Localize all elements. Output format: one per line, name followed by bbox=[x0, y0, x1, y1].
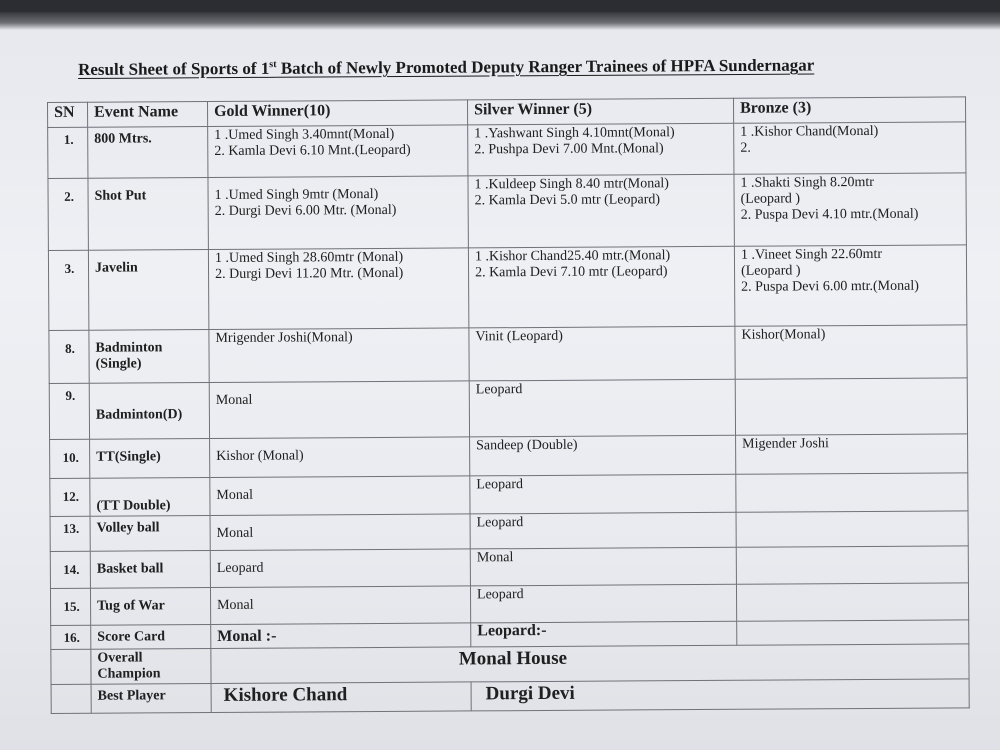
best-player-row bbox=[51, 679, 969, 713]
row-silver: 1 .Kishor Chand25.40 mtr.(Monal) 2. Kamla Devi 7.10 mtr (Leopard) bbox=[468, 246, 734, 328]
row-event: 800 Mtrs. bbox=[88, 126, 208, 178]
row-sn: 9. bbox=[49, 384, 89, 440]
row-silver: Monal bbox=[470, 547, 736, 586]
row-event: TT(Single) bbox=[90, 438, 210, 478]
row-event: Badminton(D) bbox=[89, 383, 209, 439]
row-bronze: Migender Joshi bbox=[736, 434, 968, 474]
row-bronze bbox=[736, 583, 968, 621]
table-row bbox=[48, 245, 966, 331]
row-sn-empty bbox=[51, 684, 91, 713]
row-event: Basket ball bbox=[90, 550, 210, 588]
row-sn: 3. bbox=[48, 250, 88, 330]
document-title: Result Sheet of Sports of 1st Batch of Newly Promoted Deputy Ranger Trainees of HPFA Sundernagar bbox=[78, 55, 815, 79]
table-row bbox=[48, 173, 966, 250]
row-silver: Leopard bbox=[470, 474, 736, 514]
row-silver: Leopard:- bbox=[471, 621, 737, 647]
header-event-name: Event Name bbox=[88, 102, 208, 127]
row-bronze bbox=[735, 378, 967, 435]
row-sn: 14. bbox=[50, 551, 90, 588]
best-player-label: Best Player bbox=[91, 684, 211, 714]
table-row bbox=[49, 325, 967, 384]
best-player-gold: Kishore Chand bbox=[211, 682, 471, 712]
row-sn: 15. bbox=[50, 588, 90, 625]
background-edge bbox=[0, 12, 1000, 30]
row-event: Badminton (Single) bbox=[89, 329, 209, 383]
row-gold: Monal bbox=[210, 476, 470, 516]
row-sn: 8. bbox=[49, 330, 89, 384]
table-row bbox=[50, 434, 968, 479]
row-silver: Sandeep (Double) bbox=[470, 435, 736, 476]
row-gold: 1 .Umed Singh 3.40mnt(Monal) 2. Kamla Devi 6.10 Mnt.(Leopard) bbox=[208, 125, 468, 178]
row-gold: 1 .Umed Singh 28.60mtr (Monal) 2. Durgi Devi 11.20 Mtr. (Monal) bbox=[208, 248, 468, 330]
table-row bbox=[49, 378, 967, 439]
row-event: (TT Double) bbox=[90, 477, 210, 516]
row-gold: Kishor (Monal) bbox=[210, 437, 470, 478]
header-silver-winner: Silver Winner (5) bbox=[467, 98, 733, 124]
header-sn: SN bbox=[48, 102, 88, 127]
row-event: Shot Put bbox=[88, 178, 208, 251]
best-player-silver: Durgi Devi bbox=[471, 679, 969, 711]
row-sn-empty bbox=[51, 649, 91, 684]
row-gold: Monal bbox=[210, 514, 470, 550]
row-silver: Vinit (Leopard) bbox=[469, 326, 735, 381]
row-silver: 1 .Yashwant Singh 4.10mnt(Monal) 2. Pushpa Devi 7.00 Mnt.(Monal) bbox=[468, 123, 734, 176]
row-gold: 1 .Umed Singh 9mtr (Monal) 2. Durgi Devi 6.00 Mtr. (Monal) bbox=[208, 176, 468, 249]
row-bronze bbox=[737, 619, 969, 645]
row-gold: Monal bbox=[210, 586, 470, 625]
row-gold: Monal bbox=[209, 381, 469, 438]
row-bronze: 1 .Shakti Singh 8.20mtr (Leopard ) 2. Puspa Devi 4.10 mtr.(Monal) bbox=[734, 173, 966, 246]
row-silver: Leopard bbox=[470, 584, 736, 623]
table-row bbox=[48, 122, 966, 179]
table-row bbox=[50, 546, 968, 589]
table-row bbox=[50, 583, 968, 626]
row-sn: 2. bbox=[48, 178, 88, 250]
row-event: Tug of War bbox=[90, 587, 210, 625]
overall-champion-value: Monal House bbox=[211, 644, 969, 684]
row-sn: 13. bbox=[50, 516, 90, 551]
row-bronze: Kishor(Monal) bbox=[735, 325, 967, 380]
overall-champion-row bbox=[51, 644, 969, 685]
row-bronze bbox=[736, 473, 968, 512]
paper-sheet bbox=[0, 12, 1000, 750]
row-gold: Leopard bbox=[210, 549, 470, 588]
row-bronze bbox=[736, 546, 968, 584]
table-row bbox=[50, 473, 968, 517]
header-bronze: Bronze (3) bbox=[733, 97, 965, 123]
table-row bbox=[50, 511, 968, 552]
row-event: Javelin bbox=[88, 249, 208, 330]
row-event: Score Card bbox=[91, 624, 211, 649]
overall-champion-label: Overall Champion bbox=[91, 649, 211, 685]
header-gold-winner: Gold Winner(10) bbox=[208, 100, 468, 126]
results-table-wrapper bbox=[47, 96, 969, 714]
results-table bbox=[47, 96, 970, 714]
row-silver: 1 .Kuldeep Singh 8.40 mtr(Monal) 2. Kamla Devi 5.0 mtr (Leopard) bbox=[468, 174, 734, 247]
row-bronze: 1 .Kishor Chand(Monal) 2. bbox=[734, 122, 966, 175]
row-sn: 12. bbox=[50, 478, 90, 516]
row-silver: Leopard bbox=[469, 380, 735, 437]
row-sn: 1. bbox=[48, 127, 88, 179]
row-silver: Leopard bbox=[470, 512, 736, 549]
row-gold: Mrigender Joshi(Monal) bbox=[209, 328, 469, 383]
row-sn: 10. bbox=[50, 439, 90, 478]
row-bronze: 1 .Vineet Singh 22.60mtr (Leopard ) 2. Puspa Devi 6.00 mtr.(Monal) bbox=[734, 245, 966, 327]
row-event: Volley ball bbox=[90, 515, 210, 551]
row-gold: Monal :- bbox=[211, 623, 471, 649]
row-sn: 16. bbox=[51, 625, 91, 650]
row-bronze bbox=[736, 511, 968, 547]
